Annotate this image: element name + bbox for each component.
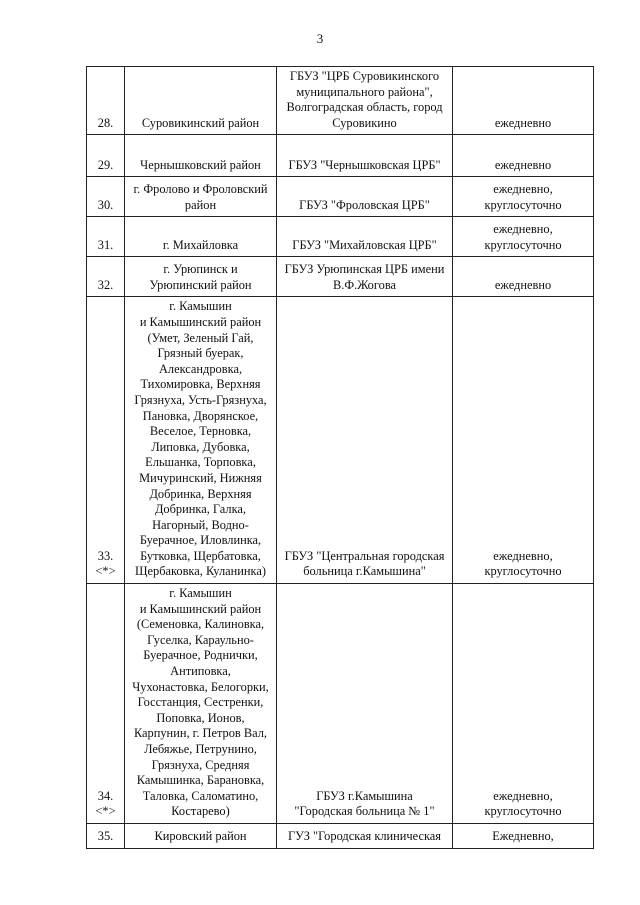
table-row — [87, 584, 594, 824]
district-cell: г. Камышин и Камышинский район (Семеновка, Калиновка, Гуселка, Караульно- Буерачное, Роднички, Антиповка, Чухонастовка, Белогорки, Госстанция, Сестренки, Поповка, Ионов, Карпунин, г. Петров Вал, Лебяжье, Петрунино, Грязнуха, Средняя Камышинка, Барановка, Таловка, Саломатино, Костарево) — [125, 584, 277, 824]
institution-cell: ГУЗ "Городская клиническая — [277, 823, 453, 848]
table-row — [87, 257, 594, 297]
row-number: 32. — [87, 257, 125, 297]
table-row — [87, 217, 594, 257]
page-number: 3 — [316, 31, 324, 46]
schedule-cell: ежедневно — [453, 135, 594, 177]
institution-cell: ГБУЗ "Фроловская ЦРБ" — [277, 177, 453, 217]
district-cell: г. Урюпинск и Урюпинский район — [125, 257, 277, 297]
schedule-cell: ежедневно — [453, 257, 594, 297]
row-number: 29. — [87, 135, 125, 177]
row-number: 28. — [87, 67, 125, 135]
schedule-cell: ежедневно — [453, 67, 594, 135]
district-cell: г. Фролово и Фроловский район — [125, 177, 277, 217]
table-row — [87, 177, 594, 217]
institution-cell: ГБУЗ г.Камышина "Городская больница № 1" — [277, 584, 453, 824]
district-cell: Суровикинский район — [125, 67, 277, 135]
institution-cell: ГБУЗ Урюпинская ЦРБ имени В.Ф.Жогова — [277, 257, 453, 297]
table-row — [87, 67, 594, 135]
row-number: 33. <*> — [87, 297, 125, 584]
facilities-table — [86, 66, 594, 849]
schedule-cell: ежедневно, круглосуточно — [453, 217, 594, 257]
row-number: 30. — [87, 177, 125, 217]
table-row — [87, 823, 594, 848]
district-cell: г. Камышин и Камышинский район (Умет, Зеленый Гай, Грязный буерак, Александровка, Тихомировка, Верхняя Грязнуха, Усть-Грязнуха, Пановка, Дворянское, Веселое, Терновка, Липовка, Дубовка, Ельшанка, Торповка, Мичуринский, Нижняя Добринка, Верхняя Добринка, Галка, Нагорный, Водно- Буерачное, Иловлинка, Бутковка, Щербатовка, Щербаковка, Куланинка) — [125, 297, 277, 584]
schedule-cell: ежедневно, круглосуточно — [453, 297, 594, 584]
district-cell: г. Михайловка — [125, 217, 277, 257]
institution-cell: ГБУЗ "ЦРБ Суровикинского муниципального района", Волгоградская область, город Суровикино — [277, 67, 453, 135]
row-number: 34. <*> — [87, 584, 125, 824]
institution-cell: ГБУЗ "Центральная городская больница г.Камышина" — [277, 297, 453, 584]
institution-cell: ГБУЗ "Михайловская ЦРБ" — [277, 217, 453, 257]
schedule-cell: ежедневно, круглосуточно — [453, 584, 594, 824]
row-number: 31. — [87, 217, 125, 257]
institution-cell: ГБУЗ "Чернышковская ЦРБ" — [277, 135, 453, 177]
row-number: 35. — [87, 823, 125, 848]
table-row — [87, 297, 594, 584]
schedule-cell: Ежедневно, — [453, 823, 594, 848]
table-row — [87, 135, 594, 177]
schedule-cell: ежедневно, круглосуточно — [453, 177, 594, 217]
district-cell: Кировский район — [125, 823, 277, 848]
district-cell: Чернышковский район — [125, 135, 277, 177]
